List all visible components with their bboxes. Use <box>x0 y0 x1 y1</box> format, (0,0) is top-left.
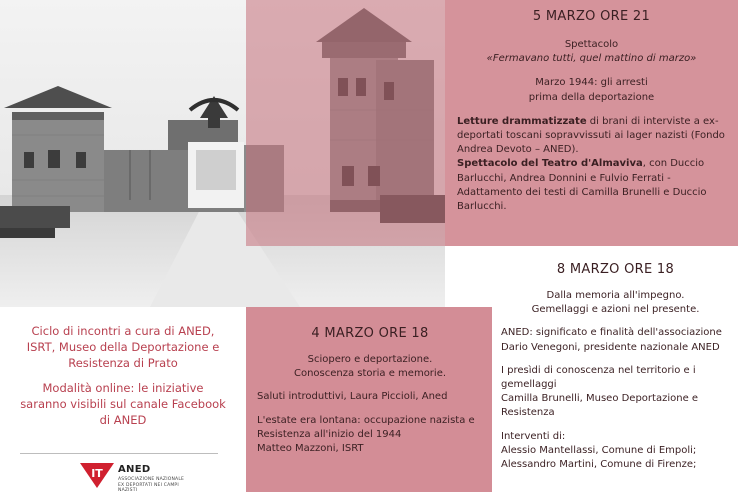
event-march5-subtitle-line1: Marzo 1944: gli arresti <box>535 77 648 89</box>
event-march5-theatre-text: , con Duccio Barlucchi, Andrea Donnini e Fulvio Ferrati - Adattamento dei testi di Camilla Brunelli e Duccio Barlucchi. <box>457 158 707 213</box>
event-march8-title-line1: Dalla memoria all'impegno. <box>546 290 685 301</box>
event-march8-interventions-label: Interventi di: <box>501 430 566 442</box>
online-notice-text: Modalità online: le iniziative saranno visibili sul canale Facebook di ANED <box>20 380 226 428</box>
organizers-text: Ciclo di incontri a cura di ANED, ISRT, Museo della Deportazione e Resistenza di Prato <box>26 324 220 371</box>
event-march5-type: Spettacolo <box>564 39 619 50</box>
event-march4-title-line1: Sciopero e deportazione. <box>307 354 433 365</box>
event-march5-readings-text: di brani di interviste a ex-deportati toscani sopravvissuti ai lager nazisti (Fondo Andrea Devoto – ANED). <box>457 115 725 156</box>
event-march4-panel <box>246 307 492 492</box>
event-march8-talk2-speaker: Camilla Brunelli, Museo Deportazione e Resistenza <box>501 393 699 419</box>
logo-divider <box>20 453 218 454</box>
aned-logo-subtitle <box>118 477 190 492</box>
event-march5-title: «Fermavano tutti, quel mattino di marzo» <box>486 53 697 65</box>
event-march8-talk2-title: I presìdi di conoscenza nel territorio e i gemellaggi <box>501 364 696 391</box>
aned-logo-subtitle-line1: ASSOCIAZIONE NAZIONALE <box>118 477 185 482</box>
aned-logo-name: ANED <box>118 464 151 475</box>
event-march8-talk1-speaker: Dario Venegoni, presidente nazionale ANED <box>501 341 720 353</box>
aned-logo-subtitle-line2: EX DEPORTATI NEI CAMPI NAZISTI <box>118 482 179 492</box>
aned-logo <box>78 459 188 491</box>
event-march4-talk-title: L'estate era lontana: occupazione nazista e Resistenza all'inizio del 1944 <box>257 414 475 440</box>
event-march5-date: 5 MARZO ORE 21 <box>532 9 651 24</box>
photo-tint-overlay <box>246 0 445 246</box>
event-march5-theatre-label: Spettacolo del Teatro d'Almaviva <box>457 158 643 170</box>
event-march4-title-line2: Conoscenza storia e memorie. <box>293 368 447 380</box>
event-march4-greetings <box>257 390 483 404</box>
event-march8-title-line2: Gemellaggi e azioni nel presente. <box>531 304 700 316</box>
event-march8-panel <box>492 246 738 492</box>
event-march4-greetings-label: Saluti introduttivi <box>257 391 344 403</box>
event-march5-subtitle-line2: prima della deportazione <box>528 91 655 103</box>
aned-logo-icon <box>78 461 116 489</box>
event-march5-readings-label: Letture drammatizzate <box>457 115 587 127</box>
event-march4-greetings-speaker: , Laura Piccioli, Aned <box>343 391 448 403</box>
event-march4-talk-speaker: Matteo Mazzoni, ISRT <box>257 443 364 455</box>
event-march4-date: 4 MARZO ORE 18 <box>311 326 429 341</box>
event-march5-theatre <box>457 157 726 214</box>
event-march8-intervention-2: Alessandro Martini, Comune di Firenze; <box>501 459 697 471</box>
event-march8-date: 8 MARZO ORE 18 <box>556 262 675 277</box>
event-march5-panel <box>445 0 738 246</box>
aned-logo-mark: IT <box>91 467 103 480</box>
event-march8-talk1-title: ANED: significato e finalità dell'associazione <box>501 327 722 339</box>
event-march5-readings <box>457 115 726 158</box>
event-march8-intervention-1: Alessio Mantellassi, Comune di Empoli; <box>501 444 697 456</box>
